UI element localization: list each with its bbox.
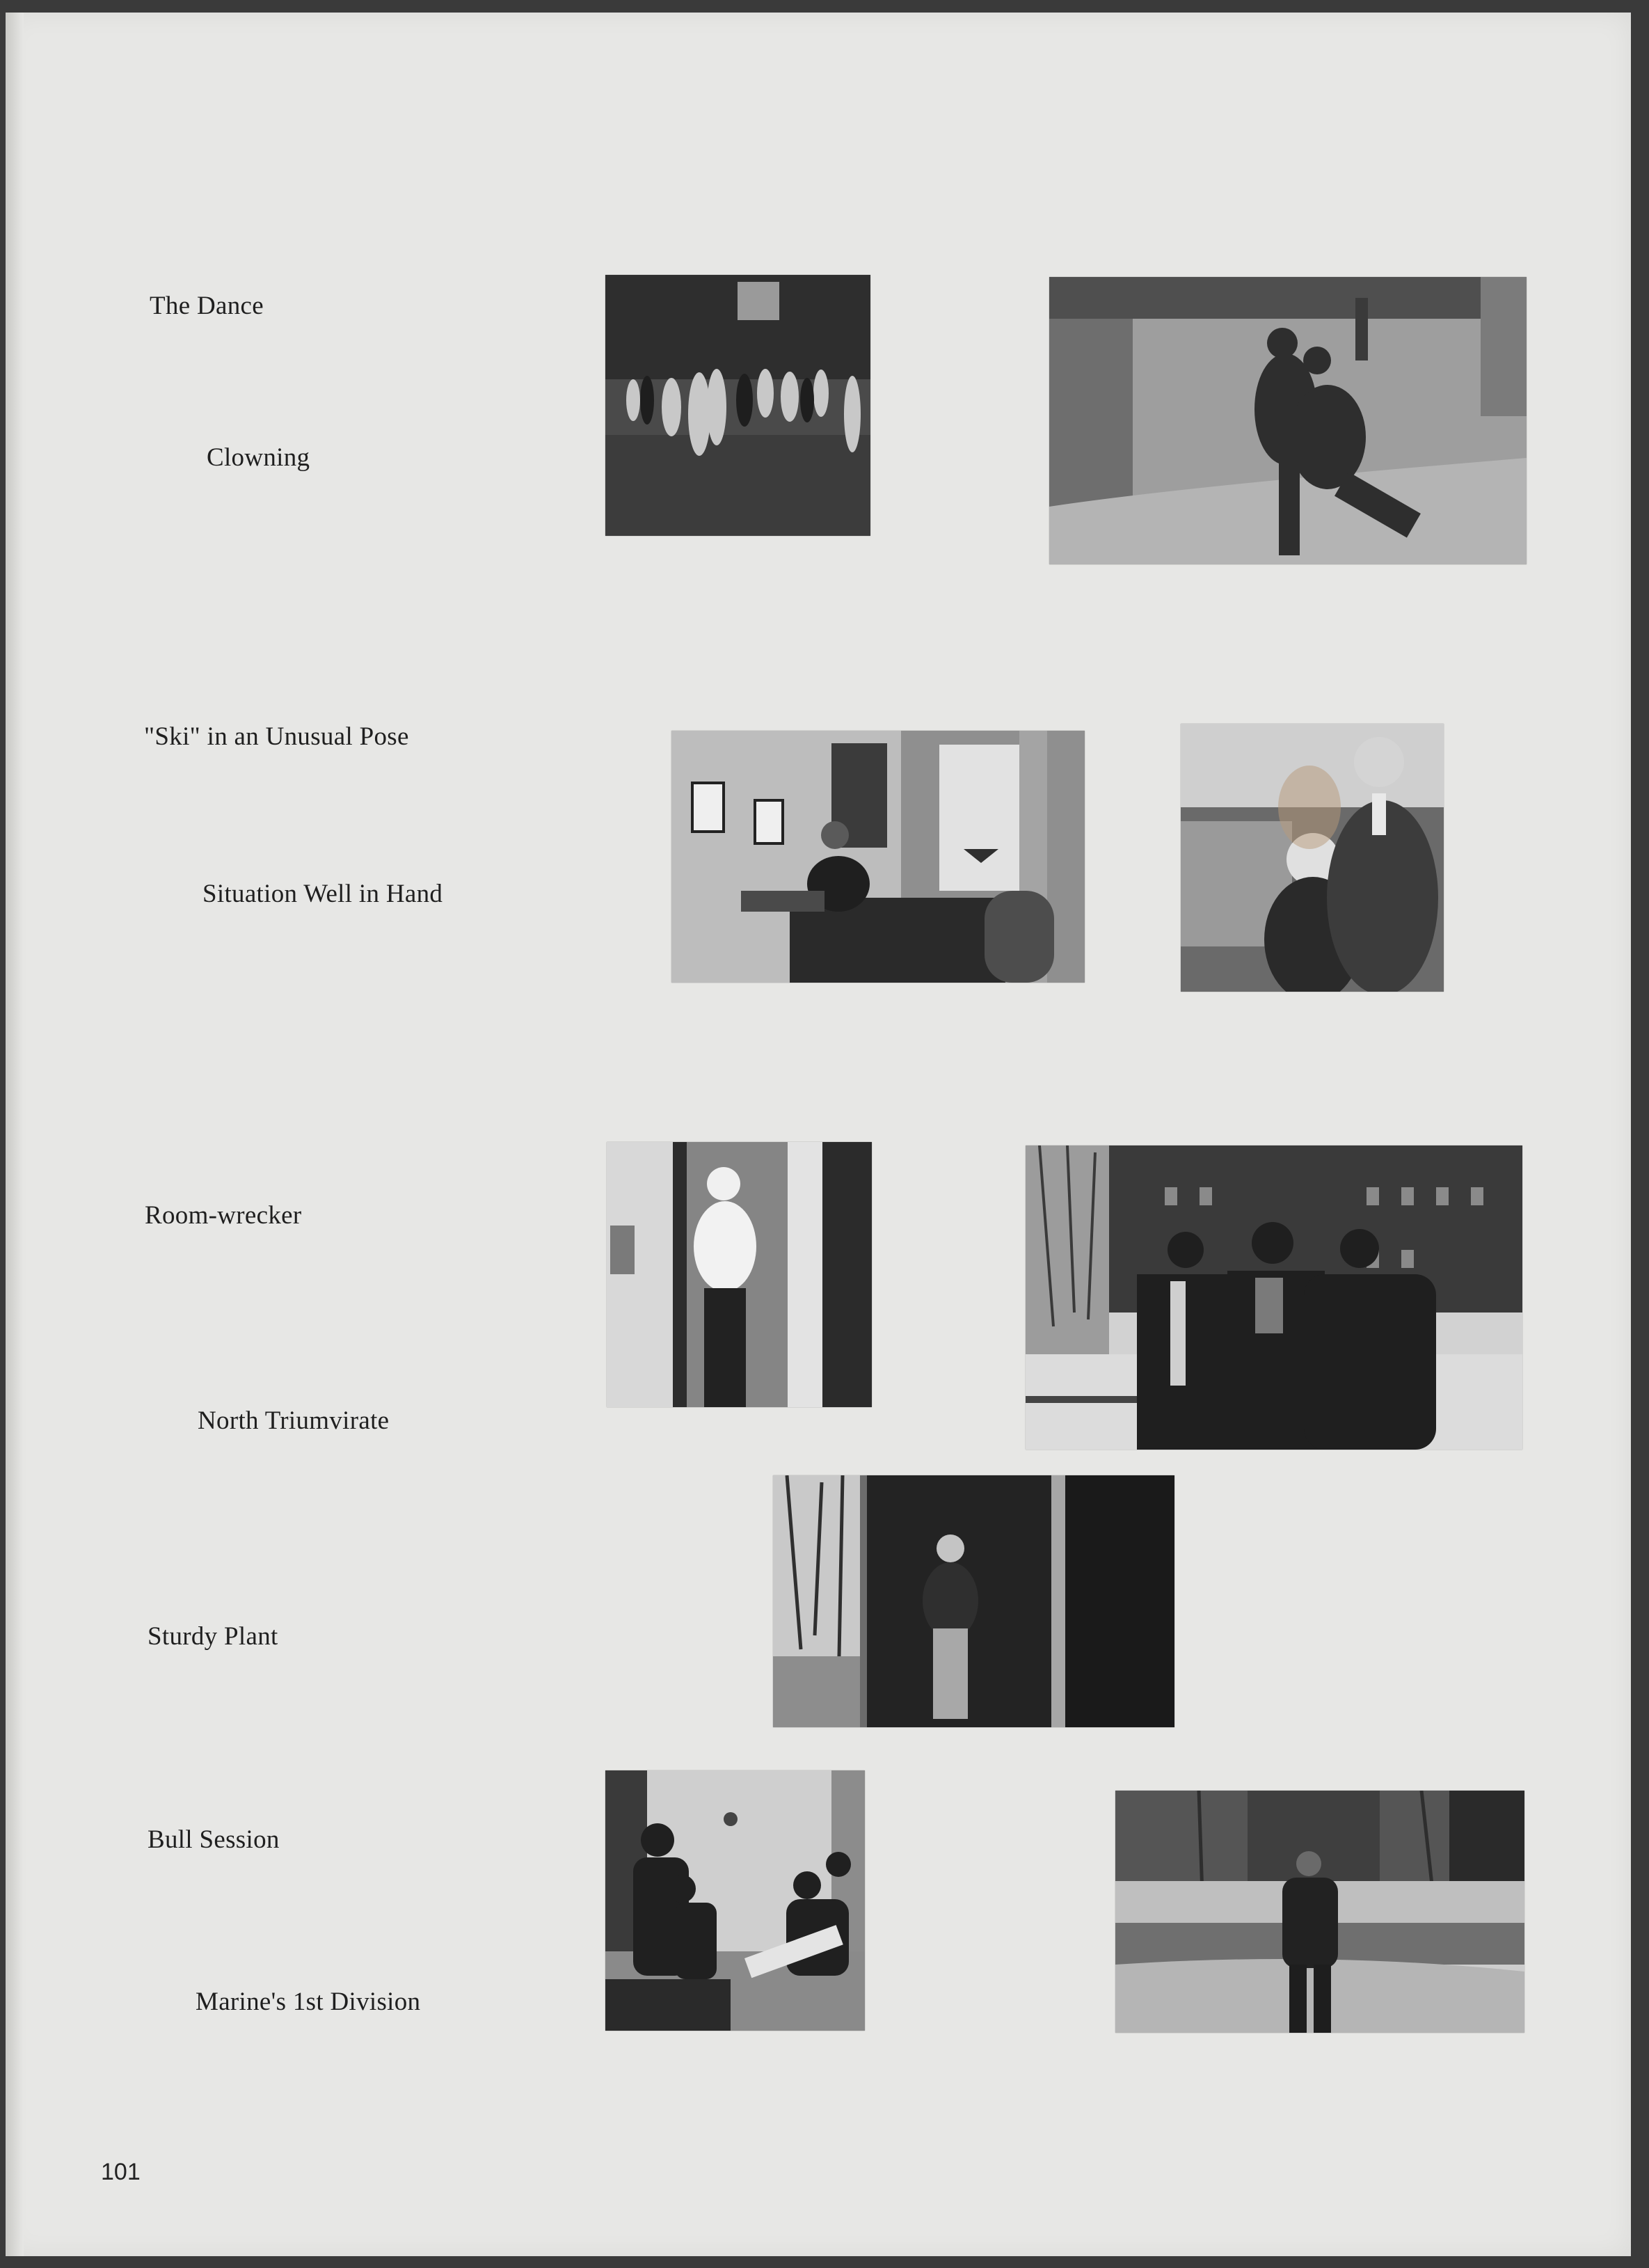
caption-marines-1st-division: Marine's 1st Division	[196, 1988, 421, 2016]
caption-north-triumvirate: North Triumvirate	[198, 1406, 390, 1435]
caption-bull-session: Bull Session	[148, 1825, 280, 1854]
yearbook-page	[6, 13, 1631, 2256]
caption-clowning: Clowning	[207, 443, 310, 472]
man-in-dark-doorway-photo	[773, 1475, 1174, 1727]
man-reclining-in-room-photo	[671, 731, 1085, 983]
caption-ski-pose: "Ski" in an Unusual Pose	[144, 722, 409, 751]
group-in-room-photo	[605, 1770, 865, 2031]
caption-room-wrecker: Room-wrecker	[145, 1201, 302, 1230]
clowning-in-snow-photo	[1049, 277, 1527, 564]
couple-outdoors-photo	[1181, 724, 1444, 992]
caption-the-dance: The Dance	[150, 292, 264, 320]
three-men-outside-building-photo	[1026, 1145, 1522, 1450]
caption-situation-well-in-hand: Situation Well in Hand	[202, 880, 443, 908]
man-on-snowy-campus-photo	[1115, 1791, 1524, 2033]
page-number: 101	[101, 2159, 141, 2185]
man-in-doorway-photo	[607, 1142, 872, 1407]
dance-hall-photo	[605, 275, 870, 536]
caption-sturdy-plant: Sturdy Plant	[148, 1622, 278, 1651]
page-spine-shadow	[6, 13, 24, 2256]
